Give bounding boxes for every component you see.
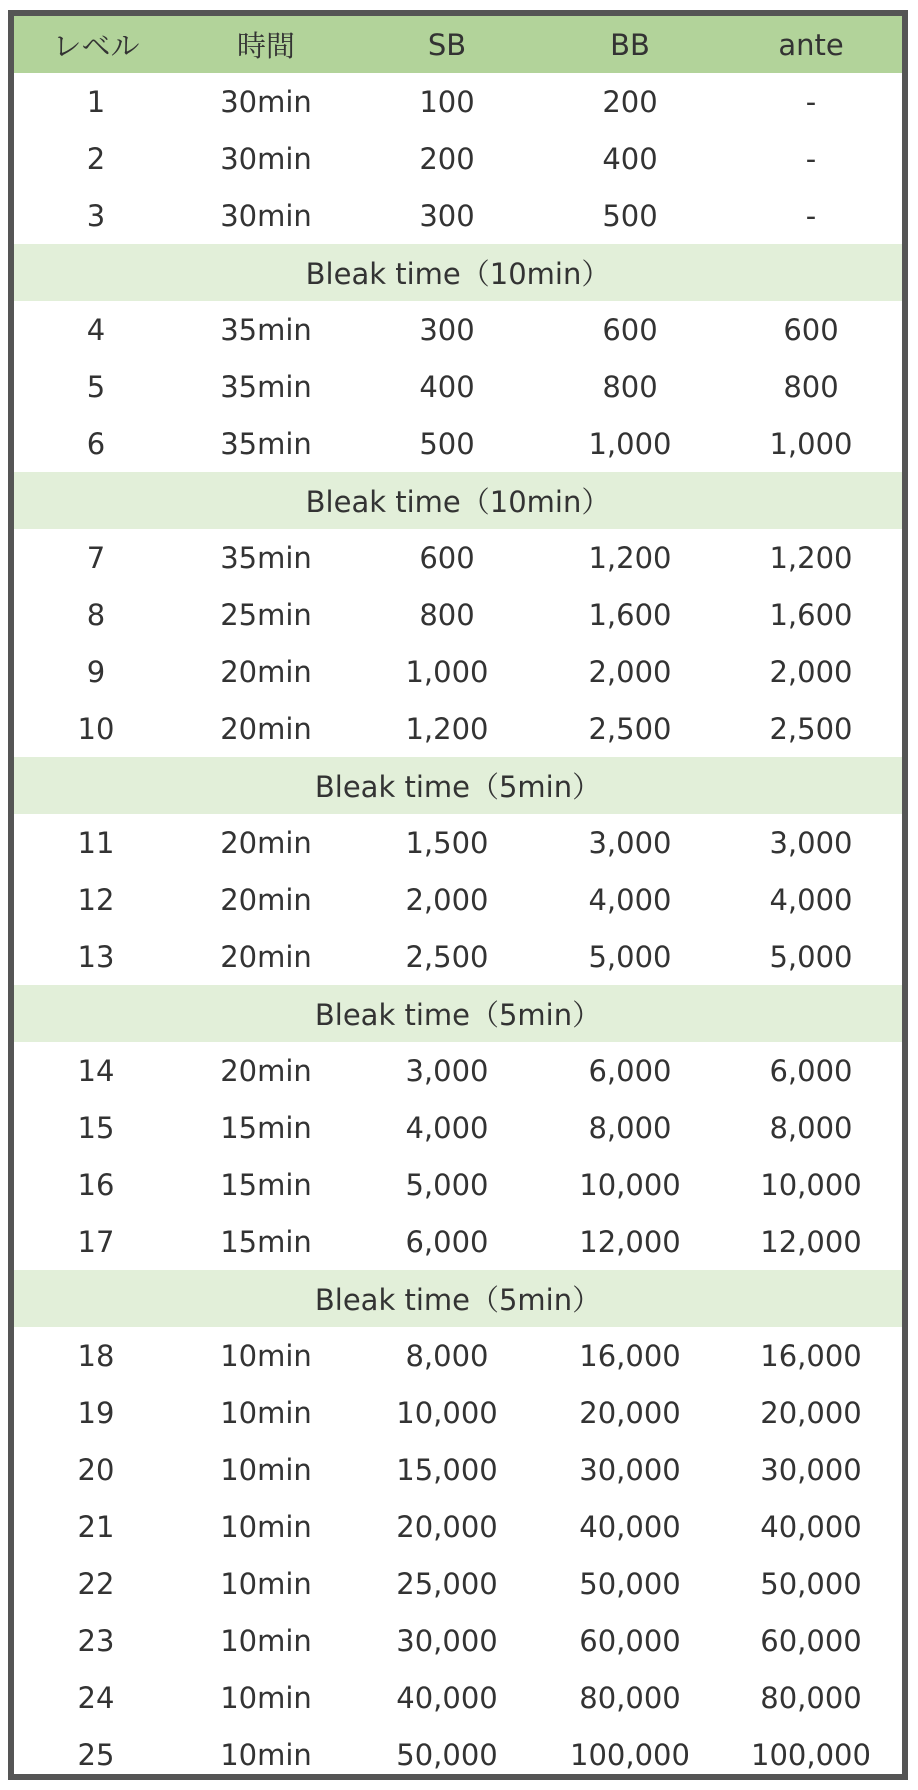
- cell-time: 10min: [220, 1395, 312, 1430]
- cell-time: 15min: [220, 1167, 312, 1202]
- cell-level: 23: [77, 1623, 115, 1658]
- cell-ante: -: [805, 198, 817, 233]
- cell-level: 18: [77, 1338, 115, 1373]
- cell-time: 20min: [220, 825, 312, 860]
- cell-bb: 100,000: [570, 1737, 690, 1772]
- cell-ante: 40,000: [760, 1509, 862, 1544]
- cell-ante: 100,000: [751, 1737, 871, 1772]
- cell-level: 9: [86, 654, 106, 689]
- cell-time: 20min: [220, 654, 312, 689]
- cell-bb: 80,000: [579, 1680, 681, 1715]
- cell-sb: 20,000: [396, 1509, 498, 1544]
- cell-bb: 400: [602, 141, 658, 176]
- cell-ante: 80,000: [760, 1680, 862, 1715]
- cell-level: 16: [77, 1167, 115, 1202]
- cell-time: 10min: [220, 1623, 312, 1658]
- cell-bb: 200: [602, 84, 658, 119]
- cell-ante: 800: [783, 369, 839, 404]
- cell-time: 15min: [220, 1110, 312, 1145]
- header-bb: BB: [540, 16, 720, 73]
- cell-sb: 4,000: [405, 1110, 489, 1145]
- cell-sb: 300: [419, 198, 475, 233]
- cell-level: 15: [77, 1110, 115, 1145]
- cell-bb: 10,000: [579, 1167, 681, 1202]
- cell-sb: 2,500: [405, 939, 489, 974]
- table-row: [14, 1384, 902, 1441]
- cell-time: 10min: [220, 1680, 312, 1715]
- cell-level: 7: [86, 540, 106, 575]
- cell-bb: 5,000: [588, 939, 672, 974]
- table-row: [14, 700, 902, 757]
- table-row: [14, 529, 902, 586]
- cell-bb: 30,000: [579, 1452, 681, 1487]
- cell-ante: 3,000: [769, 825, 853, 860]
- cell-level: 25: [77, 1737, 115, 1772]
- cell-ante: 50,000: [760, 1566, 862, 1601]
- cell-ante: 12,000: [760, 1224, 862, 1259]
- cell-level: 21: [77, 1509, 115, 1544]
- cell-bb: 3,000: [588, 825, 672, 860]
- cell-sb: 300: [419, 312, 475, 347]
- cell-ante: 6,000: [769, 1053, 853, 1088]
- header-sb: SB: [354, 16, 540, 73]
- cell-bb: 16,000: [579, 1338, 681, 1373]
- cell-sb: 500: [419, 426, 475, 461]
- header-ante: ante: [720, 16, 902, 73]
- cell-time: 10min: [220, 1509, 312, 1544]
- cell-bb: 8,000: [588, 1110, 672, 1145]
- header-level: レベル: [14, 16, 178, 73]
- cell-time: 10min: [220, 1737, 312, 1772]
- cell-ante: 30,000: [760, 1452, 862, 1487]
- break-label: Bleak time（5min）: [14, 985, 902, 1042]
- table-row: [14, 1327, 902, 1384]
- table-row: [14, 415, 902, 472]
- cell-level: 12: [77, 882, 115, 917]
- cell-time: 20min: [220, 1053, 312, 1088]
- header-time: 時間: [178, 16, 354, 73]
- table-row: [14, 871, 902, 928]
- table-row: [14, 928, 902, 985]
- cell-sb: 15,000: [396, 1452, 498, 1487]
- cell-time: 35min: [220, 369, 312, 404]
- cell-level: 13: [77, 939, 115, 974]
- cell-level: 24: [77, 1680, 115, 1715]
- cell-ante: 10,000: [760, 1167, 862, 1202]
- cell-sb: 6,000: [405, 1224, 489, 1259]
- cell-bb: 1,200: [588, 540, 672, 575]
- break-row: [14, 472, 902, 529]
- cell-level: 8: [86, 597, 106, 632]
- cell-bb: 4,000: [588, 882, 672, 917]
- cell-level: 5: [86, 369, 106, 404]
- cell-time: 35min: [220, 540, 312, 575]
- cell-ante: 20,000: [760, 1395, 862, 1430]
- cell-bb: 600: [602, 312, 658, 347]
- cell-time: 10min: [220, 1338, 312, 1373]
- cell-time: 10min: [220, 1566, 312, 1601]
- cell-level: 17: [77, 1224, 115, 1259]
- cell-bb: 12,000: [579, 1224, 681, 1259]
- cell-ante: 5,000: [769, 939, 853, 974]
- header-row: [14, 16, 902, 73]
- cell-level: 1: [86, 84, 106, 119]
- cell-ante: 16,000: [760, 1338, 862, 1373]
- cell-time: 20min: [220, 882, 312, 917]
- cell-sb: 600: [419, 540, 475, 575]
- table-row: [14, 1156, 902, 1213]
- table-row: [14, 1441, 902, 1498]
- table-row: [14, 73, 902, 130]
- cell-ante: 1,000: [769, 426, 853, 461]
- cell-bb: 1,600: [588, 597, 672, 632]
- cell-time: 20min: [220, 939, 312, 974]
- table-row: [14, 1498, 902, 1555]
- cell-bb: 2,500: [588, 711, 672, 746]
- cell-level: 10: [77, 711, 115, 746]
- cell-sb: 5,000: [405, 1167, 489, 1202]
- cell-sb: 200: [419, 141, 475, 176]
- cell-ante: 1,600: [769, 597, 853, 632]
- cell-bb: 2,000: [588, 654, 672, 689]
- cell-ante: 60,000: [760, 1623, 862, 1658]
- cell-ante: -: [805, 141, 817, 176]
- cell-time: 10min: [220, 1452, 312, 1487]
- cell-bb: 500: [602, 198, 658, 233]
- table-row: [14, 1612, 902, 1669]
- cell-time: 30min: [220, 141, 312, 176]
- break-row: [14, 1270, 902, 1327]
- cell-sb: 50,000: [396, 1737, 498, 1772]
- table-row: [14, 586, 902, 643]
- table-row: [14, 187, 902, 244]
- table-row: [14, 643, 902, 700]
- cell-sb: 30,000: [396, 1623, 498, 1658]
- break-label: Bleak time（10min）: [14, 244, 902, 301]
- cell-bb: 800: [602, 369, 658, 404]
- cell-sb: 10,000: [396, 1395, 498, 1430]
- cell-sb: 2,000: [405, 882, 489, 917]
- break-row: [14, 244, 902, 301]
- cell-bb: 6,000: [588, 1053, 672, 1088]
- cell-sb: 3,000: [405, 1053, 489, 1088]
- cell-sb: 1,200: [405, 711, 489, 746]
- cell-time: 25min: [220, 597, 312, 632]
- table-row: [14, 1726, 902, 1780]
- cell-sb: 25,000: [396, 1566, 498, 1601]
- cell-sb: 1,000: [405, 654, 489, 689]
- cell-level: 19: [77, 1395, 115, 1430]
- cell-sb: 400: [419, 369, 475, 404]
- cell-bb: 40,000: [579, 1509, 681, 1544]
- break-label: Bleak time（10min）: [14, 472, 902, 529]
- cell-sb: 1,500: [405, 825, 489, 860]
- cell-ante: 2,500: [769, 711, 853, 746]
- cell-sb: 800: [419, 597, 475, 632]
- cell-ante: 4,000: [769, 882, 853, 917]
- cell-level: 6: [86, 426, 106, 461]
- cell-sb: 100: [419, 84, 475, 119]
- cell-ante: 2,000: [769, 654, 853, 689]
- cell-ante: 1,200: [769, 540, 853, 575]
- table-row: [14, 130, 902, 187]
- table-row: [14, 301, 902, 358]
- break-row: [14, 985, 902, 1042]
- cell-level: 2: [86, 141, 106, 176]
- cell-level: 11: [77, 825, 115, 860]
- cell-bb: 60,000: [579, 1623, 681, 1658]
- cell-time: 30min: [220, 198, 312, 233]
- cell-sb: 8,000: [405, 1338, 489, 1373]
- cell-bb: 20,000: [579, 1395, 681, 1430]
- cell-sb: 40,000: [396, 1680, 498, 1715]
- table-row: [14, 814, 902, 871]
- table-row: [14, 358, 902, 415]
- table-row: [14, 1555, 902, 1612]
- cell-bb: 1,000: [588, 426, 672, 461]
- cell-time: 15min: [220, 1224, 312, 1259]
- table-row: [14, 1042, 902, 1099]
- cell-level: 20: [77, 1452, 115, 1487]
- break-label: Bleak time（5min）: [14, 1270, 902, 1327]
- table-row: [14, 1099, 902, 1156]
- break-label: Bleak time（5min）: [14, 757, 902, 814]
- cell-ante: 8,000: [769, 1110, 853, 1145]
- break-row: [14, 757, 902, 814]
- cell-time: 35min: [220, 426, 312, 461]
- cell-level: 3: [86, 198, 106, 233]
- cell-time: 30min: [220, 84, 312, 119]
- cell-time: 35min: [220, 312, 312, 347]
- blind-structure-table-frame: [8, 10, 908, 1780]
- cell-ante: -: [805, 84, 817, 119]
- cell-level: 4: [86, 312, 106, 347]
- cell-level: 22: [77, 1566, 115, 1601]
- blind-structure-table: [14, 16, 902, 1780]
- table-row: [14, 1669, 902, 1726]
- table-row: [14, 1213, 902, 1270]
- cell-level: 14: [77, 1053, 115, 1088]
- cell-time: 20min: [220, 711, 312, 746]
- cell-ante: 600: [783, 312, 839, 347]
- cell-bb: 50,000: [579, 1566, 681, 1601]
- table-body: [14, 73, 902, 1780]
- table-header: [14, 16, 902, 73]
